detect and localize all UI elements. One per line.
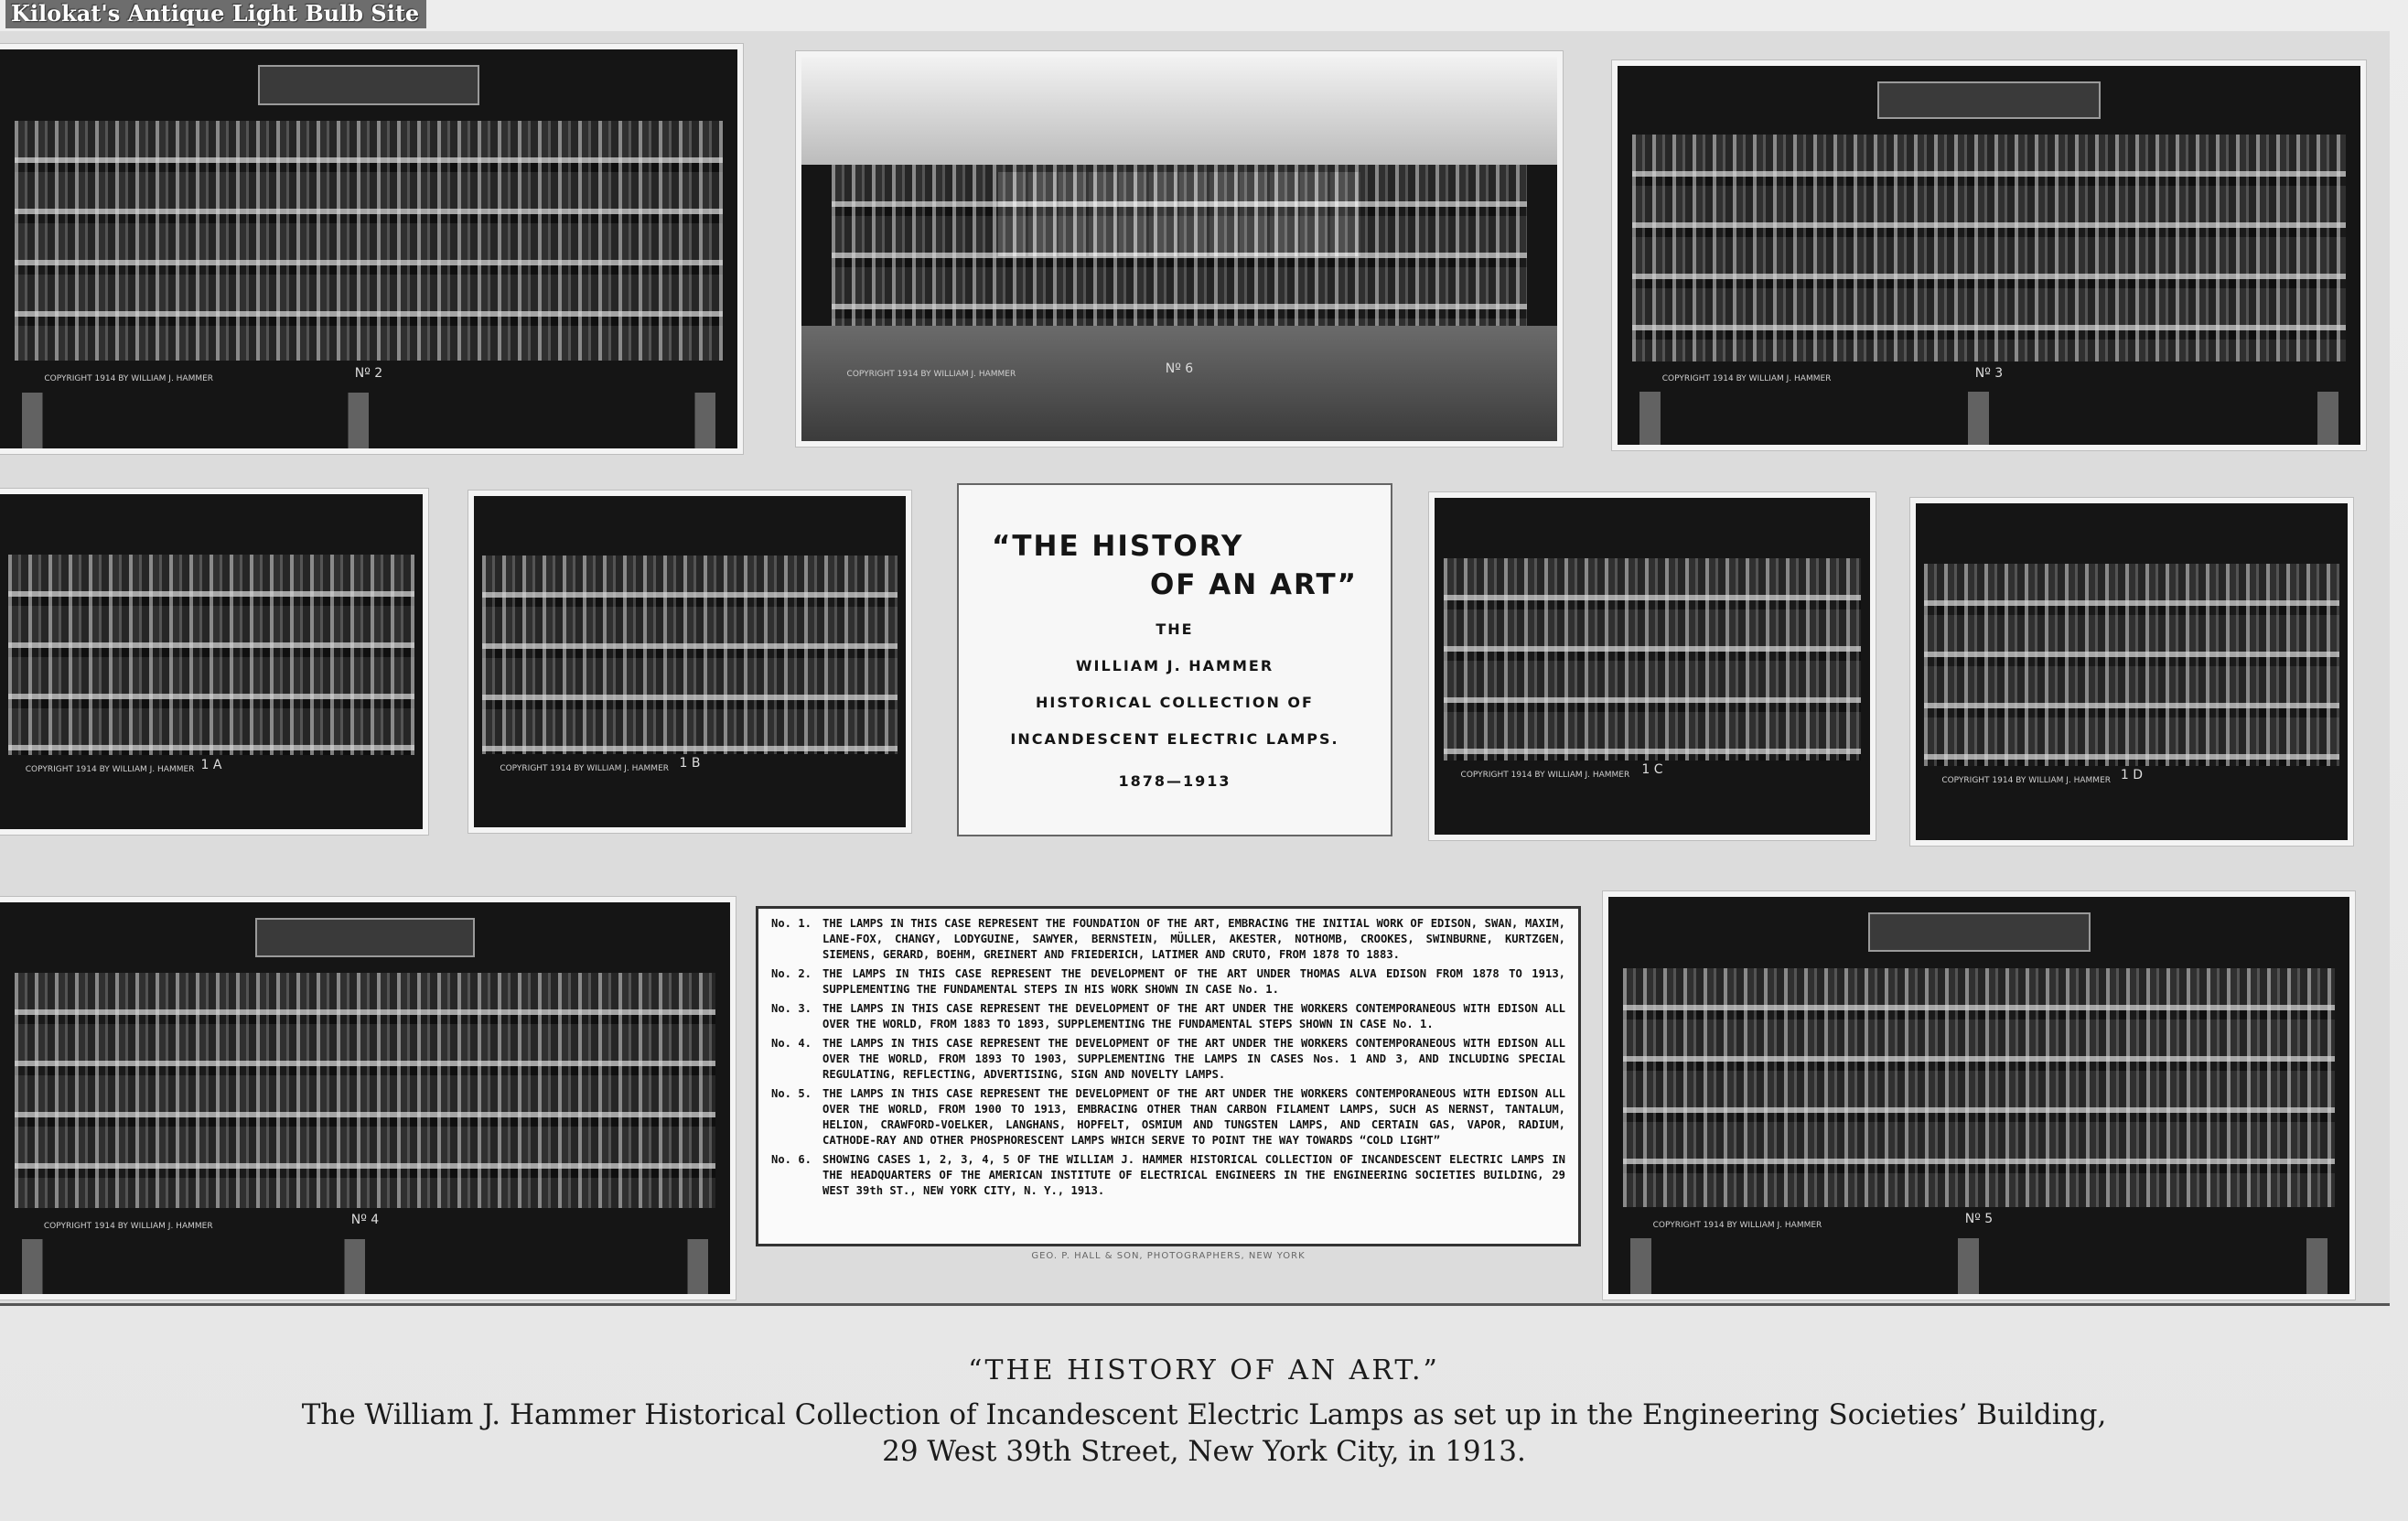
- legend-text: THE LAMPS IN THIS CASE REPRESENT THE FOUNDATION OF THE ART, EMBRACING THE INITIAL WORK OF EDISON, SWAN, MAXIM, LANE-FOX, CHANGY, LODYGUINE, SAWYER, BERNSTEIN, MÜLLER, AKESTER, NOTHOMB, CROOKES, SWINBURNE, KURTZGEN, SIEMENS, GERARD, BOEHM, GREINERT AND FRIEDERICH, LATIMER AND CRUTO, FROM 1878 TO 1883.: [822, 917, 1565, 961]
- legend-text: THE LAMPS IN THIS CASE REPRESENT THE DEVELOPMENT OF THE ART UNDER THE WORKERS CONTEMPORANEOUS WITH EDISON ALL OVER THE WORLD, FROM 1883 TO 1893, SUPPLEMENTING THE FUNDAMENTAL STEPS SHOWN IN CASE No. 1.: [822, 1002, 1565, 1030]
- case-number: Nº 5: [1964, 1212, 1994, 1227]
- photo-copyright: COPYRIGHT 1914 BY WILLIAM J. HAMMER: [1460, 771, 1630, 781]
- photo-case-5: [1608, 897, 2349, 1294]
- case-legs: [1639, 392, 2338, 445]
- photo-copyright: COPYRIGHT 1914 BY WILLIAM J. HAMMER: [43, 1221, 213, 1231]
- legend-number: No. 5.: [771, 1087, 812, 1100]
- lamp-shelves: [832, 165, 1527, 326]
- case-legs: [1630, 1238, 2327, 1294]
- case-number: 1 A: [200, 757, 222, 772]
- lamp-shelves: [1444, 558, 1862, 760]
- title-line-2: OF AN ART”: [1149, 568, 1358, 601]
- case-legs: [22, 393, 715, 448]
- photo-copyright: COPYRIGHT 1914 BY WILLIAM J. HAMMER: [1941, 776, 2112, 786]
- case-number: Nº 6: [1165, 361, 1194, 376]
- photo-case-3: [1618, 66, 2360, 445]
- photo-copyright: COPYRIGHT 1914 BY WILLIAM J. HAMMER: [500, 764, 670, 774]
- legend-entry: [771, 1152, 1565, 1199]
- case-number: Nº 2: [354, 365, 383, 381]
- lamp-shelves: [8, 555, 414, 756]
- photo-case-1d: [1916, 503, 2348, 840]
- lamp-shelves: [1632, 135, 2346, 361]
- title-collector: WILLIAM J. HAMMER: [1075, 657, 1274, 674]
- title-years: 1878—1913: [1118, 772, 1231, 790]
- legend-number: No. 4.: [771, 1037, 812, 1050]
- photographer-credit: GEO. P. HALL & SON, PHOTOGRAPHERS, NEW YORK: [1031, 1251, 1306, 1261]
- legend-number: No. 2.: [771, 967, 812, 980]
- photo-copyright: COPYRIGHT 1914 BY WILLIAM J. HAMMER: [846, 369, 1016, 379]
- case-crest: [1868, 912, 2091, 952]
- title-card: [957, 483, 1392, 836]
- photo-copyright: COPYRIGHT 1914 BY WILLIAM J. HAMMER: [1661, 373, 1832, 383]
- legend-entry: [771, 1086, 1565, 1149]
- room-ceiling: [801, 57, 1557, 165]
- case-number: 1 C: [1641, 762, 1663, 778]
- plate-caption: [0, 1353, 2408, 1470]
- title-the: THE: [1156, 620, 1194, 638]
- legend-text: THE LAMPS IN THIS CASE REPRESENT THE DEVELOPMENT OF THE ART UNDER THOMAS ALVA EDISON FROM 1878 TO 1913, SUPPLEMENTING THE FUNDAMENTAL STEPS IN HIS WORK SHOWN IN CASE No. 1.: [822, 967, 1565, 996]
- case-crest: [1877, 81, 2101, 119]
- photo-case-2: [0, 49, 737, 448]
- photo-room-6: [801, 57, 1557, 441]
- photo-case-4: [0, 902, 730, 1294]
- legend-entry: [771, 1001, 1565, 1032]
- caption-description: The William J. Hammer Historical Collection of Incandescent Electric Lamps as set up in the Engineering Societies’ Building,: [301, 1398, 2107, 1431]
- legend-entry: [771, 1036, 1565, 1083]
- lamp-shelves: [482, 556, 897, 754]
- legend-number: No. 6.: [771, 1153, 812, 1166]
- case-legs: [22, 1239, 708, 1294]
- lamp-shelves: [1623, 968, 2335, 1206]
- photo-copyright: COPYRIGHT 1914 BY WILLIAM J. HAMMER: [44, 374, 214, 384]
- caption-title: “THE HISTORY OF AN ART.”: [968, 1354, 1440, 1386]
- photo-case-1b: [474, 496, 906, 827]
- photo-case-1a: [0, 494, 423, 829]
- title-lamps: INCANDESCENT ELECTRIC LAMPS.: [1010, 730, 1339, 748]
- legend-entry: [771, 966, 1565, 998]
- case-number: Nº 4: [350, 1213, 380, 1228]
- photo-copyright: COPYRIGHT 1914 BY WILLIAM J. HAMMER: [1652, 1220, 1822, 1230]
- case-crest: [258, 65, 479, 104]
- legend-number: No. 1.: [771, 917, 812, 930]
- legend-text: THE LAMPS IN THIS CASE REPRESENT THE DEVELOPMENT OF THE ART UNDER THE WORKERS CONTEMPORANEOUS WITH EDISON ALL OVER THE WORLD, FROM 1893 TO 1903, SUPPLEMENTING THE LAMPS IN CASES Nos. 1 AND 3, AND INCLUDING SPECIAL REGULATING, REFLECTING, ADVERTISING, SIGN AND NOVELTY LAMPS.: [822, 1037, 1565, 1081]
- legend-number: No. 3.: [771, 1002, 812, 1015]
- lamp-shelves: [1924, 564, 2338, 766]
- legend-text: SHOWING CASES 1, 2, 3, 4, 5 OF THE WILLIAM J. HAMMER HISTORICAL COLLECTION OF INCANDESCENT ELECTRIC LAMPS IN THE HEADQUARTERS OF THE AMERICAN INSTITUTE OF ELECTRICAL ENGINEERS IN THE ENGINEERING SOCIETIES BUILDING, 29 WEST 39th ST., NEW YORK CITY, N. Y., 1913.: [822, 1153, 1565, 1197]
- room-floor: [801, 326, 1557, 441]
- case-number: 1 B: [679, 756, 701, 771]
- photo-case-1c: [1435, 498, 1870, 835]
- photo-copyright: COPYRIGHT 1914 BY WILLIAM J. HAMMER: [25, 765, 195, 775]
- legend-text: THE LAMPS IN THIS CASE REPRESENT THE DEVELOPMENT OF THE ART UNDER THE WORKERS CONTEMPORANEOUS WITH EDISON ALL OVER THE WORLD, FROM 1900 TO 1913, EMBRACING OTHER THAN CARBON FILAMENT LAMPS, SUCH AS NERNST, TANTALUM, HELION, CRAWFORD-VOELKER, LANGHANS, HOPFELT, OSMIUM AND TUNGSTEN LAMPS, AND CERTAIN GAS, VAPOR, RADIUM, CATHODE-RAY AND OTHER PHOSPHORESCENT LAMPS WHICH SERVE TO POINT THE WAY TOWARDS “COLD LIGHT”: [822, 1087, 1565, 1147]
- caption-location: 29 West 39th Street, New York City, in 1913.: [882, 1435, 1526, 1468]
- legend-entry: [771, 916, 1565, 963]
- case-number: Nº 3: [1974, 365, 2004, 381]
- lamp-shelves: [15, 973, 715, 1208]
- site-watermark: Kilokat's Antique Light Bulb Site: [5, 0, 426, 28]
- case-crest: [255, 918, 474, 957]
- title-collection: HISTORICAL COLLECTION OF: [1036, 694, 1314, 711]
- title-line-1: “THE HISTORY: [992, 530, 1244, 563]
- lamp-shelves: [15, 121, 723, 361]
- case-legend: [756, 906, 1581, 1261]
- case-number: 1 D: [2120, 768, 2144, 783]
